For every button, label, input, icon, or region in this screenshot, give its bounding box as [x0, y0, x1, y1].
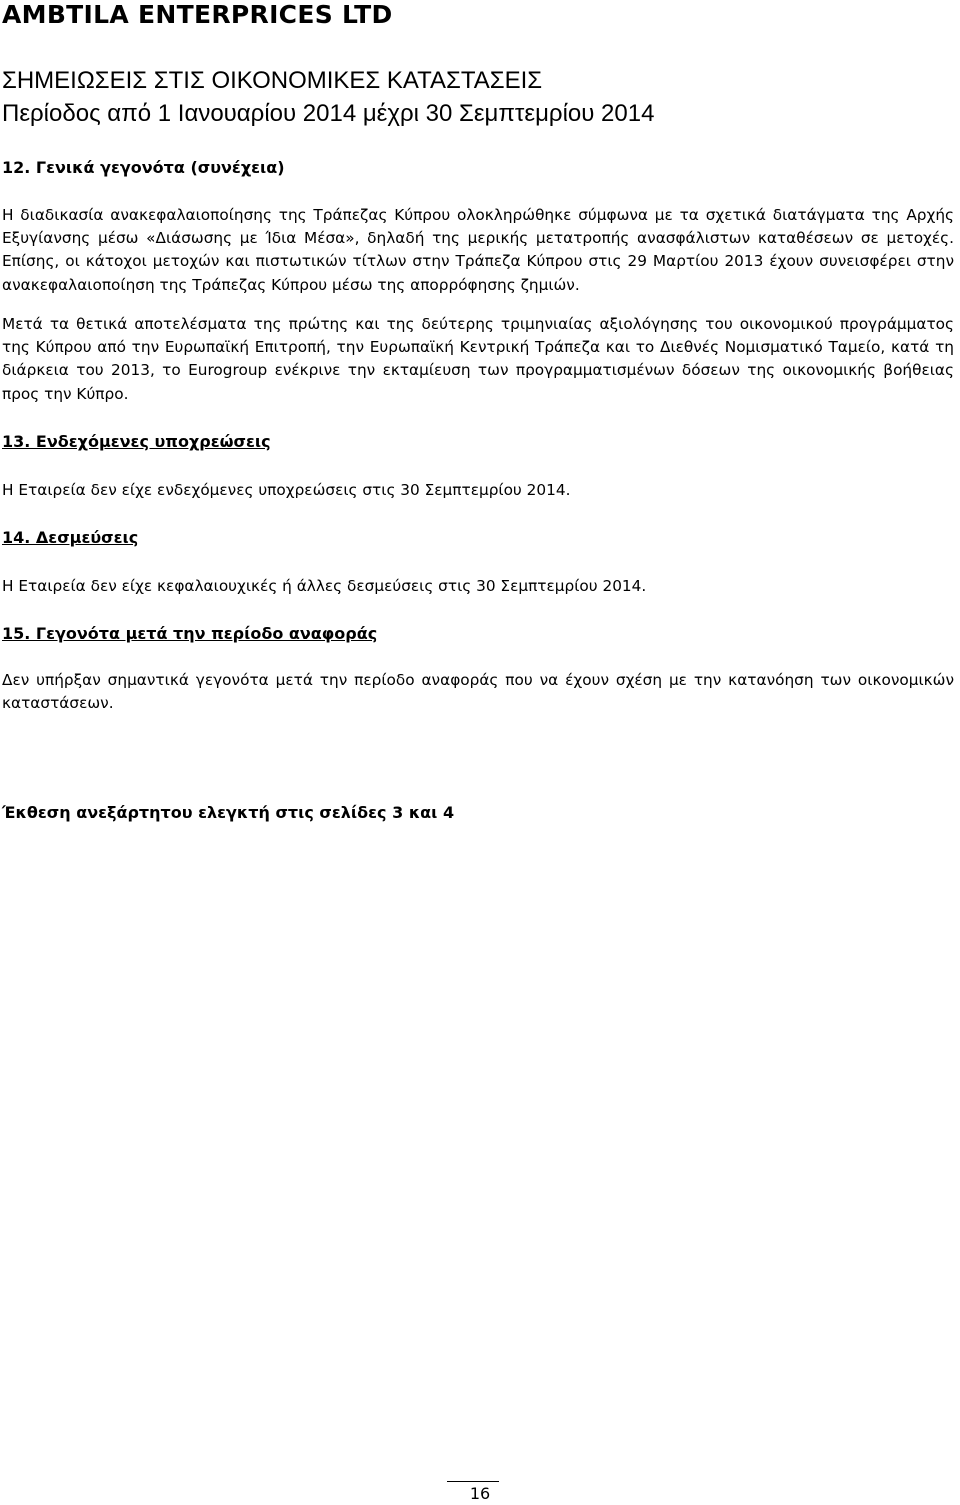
page-number: 16 [469, 1484, 491, 1503]
document-title: ΣΗΜΕΙΩΣΕΙΣ ΣΤΙΣ ΟΙΚΟΝΟΜΙΚΕΣ ΚΑΤΑΣΤΑΣΕΙΣ [2, 67, 543, 94]
section-14-paragraph: Η Εταιρεία δεν είχε κεφαλαιουχικές ή άλλες δεσμεύσεις στις 30 Σεμπτεμρίου 2014. [2, 577, 647, 595]
section-13-paragraph: Η Εταιρεία δεν είχε ενδεχόμενες υποχρεώσεις στις 30 Σεμπτεμρίου 2014. [2, 481, 571, 499]
auditor-report-note: Έκθεση ανεξάρτητου ελεγκτή στις σελίδες 3 και 4 [2, 803, 455, 822]
section-13-heading: 13. Ενδεχόμενες υποχρεώσεις [2, 432, 271, 451]
document-period: Περίοδος από 1 Ιανουαρίου 2014 μέχρι 30 Σεμπτεμρίου 2014 [2, 100, 655, 127]
page-footer-rule [447, 1481, 499, 1482]
section-15-heading: 15. Γεγονότα μετά την περίοδο αναφοράς [2, 624, 378, 643]
section-12-heading: 12. Γενικά γεγονότα (συνέχεια) [2, 158, 285, 177]
company-name: AMBTILA ENTERPRICES LTD [2, 0, 393, 29]
section-12-paragraph-2: Μετά τα θετικά αποτελέσματα της πρώτης και της δεύτερης τριμηνιαίας αξιολόγησης του οικονομικού προγράμματος της Κύπρου από την Ευρωπαϊκή Επιτροπή, την Ευρωπαϊκή Κεντρική Τράπεζα και το Διεθνές Νομισματικό Ταμείο, κατά τη διάρκεια του 2013, το Eurogroup ενέκρινε την εκταμίευση των προγραμματισμένων δόσεων της οικονομικής βοήθειας προς την Κύπρο. [2, 315, 954, 403]
section-14-heading: 14. Δεσμεύσεις [2, 528, 139, 547]
section-12-paragraph-1: Η διαδικασία ανακεφαλαιοποίησης της Τράπεζας Κύπρου ολοκληρώθηκε σύμφωνα με τα σχετικά διατάγματα της Αρχής Εξυγίανσης μέσω «Διάσωσης με Ίδια Μέσα», δηλαδή της μερικής μετατροπής ανασφάλιστων καταθέσεων σε μετοχές. Επίσης, οι κάτοχοι μετοχών και πιστωτικών τίτλων στην Τράπεζα Κύπρου στις 29 Μαρτίου 2013 έχουν συνεισφέρει στην ανακεφαλαιοποίηση της Τράπεζας Κύπρου μέσω της απορρόφησης ζημιών. [2, 206, 954, 294]
section-15-paragraph: Δεν υπήρξαν σημαντικά γεγονότα μετά την περίοδο αναφοράς που να έχουν σχέση με την κατανόηση των οικονομικών καταστάσεων. [2, 671, 954, 713]
